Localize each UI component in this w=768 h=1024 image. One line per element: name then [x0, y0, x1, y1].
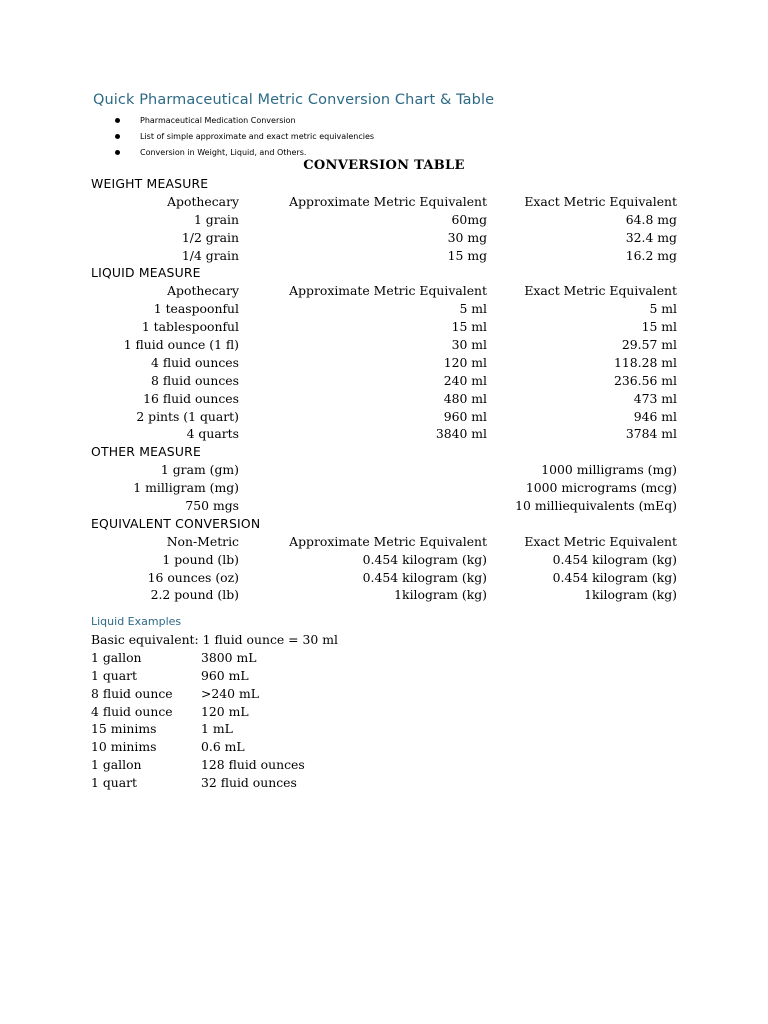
example-name: 1 quart [91, 775, 138, 791]
unit-cell: Apothecary [167, 283, 239, 299]
liquid-example-row [91, 774, 491, 792]
document-title: Quick Pharmaceutical Metric Conversion Chart & Table [93, 92, 495, 108]
bullet-item: List of simple approximate and exact metric equivalencies [115, 129, 374, 145]
example-value: 0.6 mL [201, 739, 245, 755]
example-name: 1 gallon [91, 649, 142, 665]
table-row [0, 372, 768, 390]
exact-cell: 3784 ml [625, 426, 677, 442]
approximate-cell: 960 ml [443, 408, 487, 424]
approximate-cell: Approximate Metric Equivalent [289, 283, 487, 299]
exact-cell: Exact Metric Equivalent [524, 283, 677, 299]
unit-cell: 1 fluid ounce (1 fl) [123, 337, 239, 353]
exact-cell: 29.57 ml [621, 337, 677, 353]
conversion-table-title: CONVERSION TABLE [303, 158, 465, 173]
approximate-cell: 15 mg [447, 247, 487, 263]
example-name: 4 fluid ounce [91, 703, 173, 719]
approximate-cell: 15 ml [451, 319, 487, 335]
section-header-row [0, 443, 768, 461]
section-heading: OTHER MEASURE [91, 444, 201, 460]
unit-cell: 1/2 grain [181, 229, 239, 245]
example-value: 128 fluid ounces [201, 757, 305, 773]
exact-cell: Exact Metric Equivalent [524, 193, 677, 209]
table-row [0, 551, 768, 569]
liquid-examples-list [91, 631, 491, 792]
approximate-cell: 1kilogram (kg) [394, 587, 487, 603]
table-row [0, 390, 768, 408]
unit-cell: 4 fluid ounces [151, 354, 239, 370]
unit-cell: 2.2 pound (lb) [150, 587, 239, 603]
approximate-cell: 3840 ml [435, 426, 487, 442]
unit-cell: 1/4 grain [181, 247, 239, 263]
exact-cell: 32.4 mg [625, 229, 677, 245]
example-value: 32 fluid ounces [201, 775, 297, 791]
table-row [0, 408, 768, 426]
example-value: 3800 mL [201, 649, 257, 665]
exact-cell: 946 ml [633, 408, 677, 424]
liquid-example-row [91, 720, 491, 738]
section-header-row [0, 175, 768, 193]
approximate-cell: 120 ml [443, 354, 487, 370]
unit-cell: 1 milligram (mg) [133, 480, 239, 496]
example-name: 8 fluid ounce [91, 685, 173, 701]
approximate-cell: 0.454 kilogram (kg) [362, 551, 487, 567]
table-row [0, 247, 768, 265]
exact-cell: 0.454 kilogram (kg) [552, 551, 677, 567]
exact-cell: 473 ml [633, 390, 677, 406]
unit-cell: 1 teaspoonful [153, 301, 239, 317]
exact-cell: 16.2 mg [625, 247, 677, 263]
approximate-cell: 5 ml [459, 301, 487, 317]
section-heading: WEIGHT MEASURE [91, 176, 209, 191]
liquid-example-row [91, 703, 491, 721]
unit-cell: 1 grain [193, 211, 239, 227]
approximate-cell: 30 ml [451, 337, 487, 353]
table-row [0, 229, 768, 247]
table-row [0, 479, 768, 497]
exact-cell: 1000 micrograms (mcg) [525, 480, 677, 496]
exact-cell: 236.56 ml [613, 372, 677, 388]
liquid-example-row [91, 649, 491, 667]
example-name: 10 minims [91, 739, 157, 755]
bullet-item: Conversion in Weight, Liquid, and Others. [115, 145, 374, 161]
table-row [0, 211, 768, 229]
table-row [0, 425, 768, 443]
unit-cell: 4 quarts [186, 426, 239, 442]
table-row [0, 586, 768, 604]
approximate-cell: Approximate Metric Equivalent [289, 533, 487, 549]
table-row [0, 193, 768, 211]
approximate-cell: 240 ml [443, 372, 487, 388]
example-value: >240 mL [201, 685, 259, 701]
intro-bullet-list [115, 113, 374, 161]
exact-cell: 118.28 ml [613, 354, 677, 370]
section-heading: EQUIVALENT CONVERSION [91, 515, 261, 531]
exact-cell: 1000 milligrams (mg) [541, 462, 677, 478]
section-heading: LIQUID MEASURE [91, 265, 201, 281]
unit-cell: 2 pints (1 quart) [136, 408, 239, 424]
liquid-examples-heading: Liquid Examples [91, 615, 182, 628]
table-row [0, 354, 768, 372]
unit-cell: Apothecary [167, 193, 239, 209]
bullet-dot-icon [115, 134, 120, 139]
unit-cell: 1 gram (gm) [160, 462, 239, 478]
example-name: 1 quart [91, 667, 138, 683]
unit-cell: 1 tablespoonful [141, 319, 239, 335]
approximate-cell: Approximate Metric Equivalent [289, 193, 487, 209]
exact-cell: 1kilogram (kg) [584, 587, 677, 603]
section-header-row [0, 264, 768, 282]
exact-cell: 64.8 mg [625, 211, 677, 227]
exact-cell: 10 milliequivalents (mEq) [515, 498, 677, 514]
exact-cell: Exact Metric Equivalent [524, 533, 677, 549]
unit-cell: 8 fluid ounces [151, 372, 239, 388]
approximate-cell: 0.454 kilogram (kg) [362, 569, 487, 585]
table-row [0, 533, 768, 551]
liquid-example-row [91, 685, 491, 703]
liquid-example-row [91, 756, 491, 774]
liquid-example-row [91, 738, 491, 756]
example-value: 1 mL [201, 721, 233, 737]
section-header-row [0, 515, 768, 533]
example-value: 960 mL [201, 667, 249, 683]
table-row [0, 318, 768, 336]
unit-cell: 1 pound (lb) [162, 551, 239, 567]
table-row [0, 569, 768, 587]
example-value: 120 mL [201, 703, 249, 719]
liquid-example-row [91, 667, 491, 685]
table-row [0, 461, 768, 479]
table-row [0, 336, 768, 354]
unit-cell: 16 fluid ounces [143, 390, 239, 406]
unit-cell: Non-Metric [166, 533, 239, 549]
table-row [0, 300, 768, 318]
unit-cell: 16 ounces (oz) [147, 569, 239, 585]
exact-cell: 5 ml [649, 301, 677, 317]
conversion-table [0, 175, 768, 604]
bullet-dot-icon [115, 118, 120, 123]
exact-cell: 0.454 kilogram (kg) [552, 569, 677, 585]
example-name: 15 minims [91, 721, 157, 737]
approximate-cell: 30 mg [447, 229, 487, 245]
unit-cell: 750 mgs [185, 498, 239, 514]
exact-cell: 15 ml [641, 319, 677, 335]
basic-equivalent: Basic equivalent: 1 fluid ounce = 30 ml [91, 632, 338, 647]
approximate-cell: 60mg [451, 211, 487, 227]
approximate-cell: 480 ml [443, 390, 487, 406]
example-name: 1 gallon [91, 757, 142, 773]
table-row [0, 282, 768, 300]
table-row [0, 497, 768, 515]
bullet-dot-icon [115, 150, 120, 155]
bullet-item: Pharmaceutical Medication Conversion [115, 113, 374, 129]
